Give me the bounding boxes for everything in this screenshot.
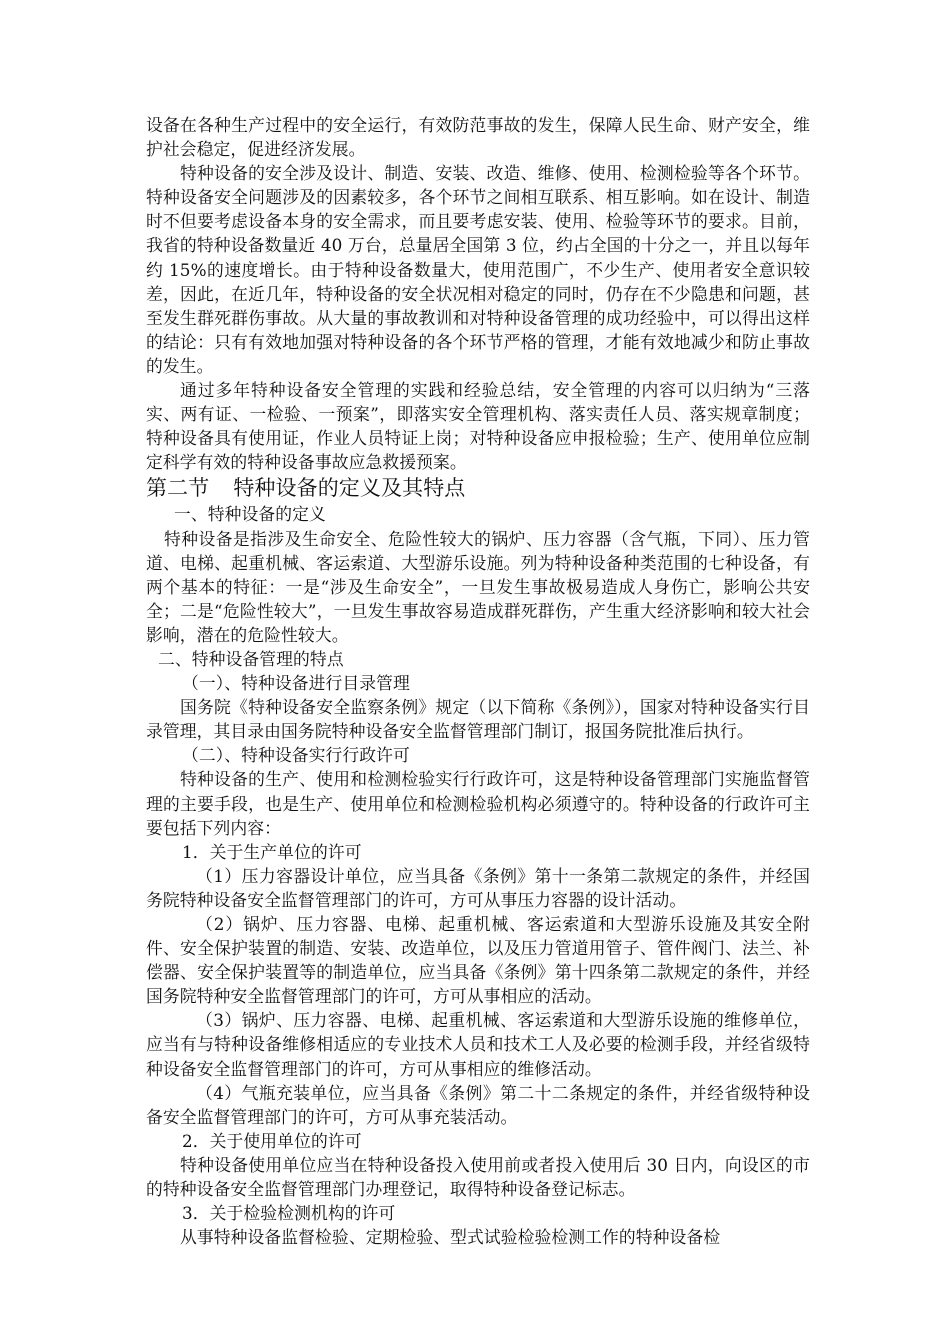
item-production-license-heading: 1．关于生产单位的许可	[182, 841, 362, 862]
item-production-license-2: （2）锅炉、压力容器、电梯、起重机械、客运索道和大型游乐设施及其安全附件、安全保护装置的制造、安装、改造单位，以及压力管道用管子、管件阀门、法兰、补偿器、安全保护装置等的制造单位，应当具备《条例》第十四条第二款规定的条件，并经国务院特种安全监督管理部门的许可，方可从事相应的活动。	[146, 914, 810, 1007]
item-production-license-4: （4）气瓶充装单位，应当具备《条例》第二十二条规定的条件，并经省级特种设备安全监督管理部门的许可，方可从事充装活动。	[146, 1082, 810, 1127]
paragraph-catalog-management: 国务院《特种设备安全监察条例》规定（以下简称《条例》），国家对特种设备实行目录管理，其目录由国务院特种设备安全监督管理部门制订，报国务院批准后执行。	[146, 697, 810, 742]
item-production-license-3: （3）锅炉、压力容器、电梯、起重机械、客运索道和大型游乐设施的维修单位，应当有与特种设备维修相适应的专业技术人员和技术工人及必要的检测手段，并经省级特种设备安全监督管理部门的许可，方可从事相应的维修活动。	[146, 1010, 810, 1079]
paragraph-usage-license: 特种设备使用单位应当在特种设备投入使用前或者投入使用后 30 日内，向设区的市的特种设备安全监督管理部门办理登记，取得特种设备登记标志。	[146, 1154, 810, 1200]
section-heading	[146, 475, 810, 502]
section-title: 特种设备的定义及其特点	[233, 476, 466, 501]
paragraph-management-summary: 通过多年特种设备安全管理的实践和经验总结，安全管理的内容可以归纳为“三落实、两有证、一检验、一预案”，即落实安全管理机构、落实责任人员、落实规章制度；特种设备具有使用证，作业人员特证上岗；对特种设备应申报检验；生产、使用单位应制定科学有效的特种设备事故应急救援预案。	[146, 380, 810, 473]
heading-management-features: 二、特种设备管理的特点	[158, 648, 344, 669]
item-usage-license-heading: 2．关于使用单位的许可	[182, 1130, 362, 1151]
paragraph-safety-factors: 特种设备的安全涉及设计、制造、安装、改造、维修、使用、检测检验等各个环节。特种设备安全问题涉及的因素较多，各个环节之间相互联系、相互影响。如在设计、制造时不但要考虑设备本身的安全需求，而且要考虑安装、使用、检验等环节的要求。目前，我省的特种设备数量近 40 万台，总量居全国第 3 位，约占全国的十分之一，并且以每年约 15%的速度增长。由于特种设备数量大，使用范围广，不少生产、使用者安全意识较差，因此，在近几年，特种设备的安全状况相对稳定的同时，仍存在不少隐患和问题，甚至发生群死群伤事故。从大量的事故教训和对特种设备管理的成功经验中，可以得出这样的结论：只有有效地加强对特种设备的各个环节严格的管理，才能有效地减少和防止事故的发生。	[146, 163, 810, 376]
subheading-administrative-license: （二）、特种设备实行行政许可	[182, 745, 410, 766]
paragraph-intro-continued: 设备在各种生产过程中的安全运行，有效防范事故的发生，保障人民生命、财产安全，维护社会稳定，促进经济发展。	[146, 115, 810, 160]
paragraph-inspection-license: 从事特种设备监督检验、定期检验、型式试验检验检测工作的特种设备检	[180, 1227, 721, 1248]
section-number: 第二节	[146, 476, 210, 501]
item-production-license-1: （1）压力容器设计单位，应当具备《条例》第十一条第二款规定的条件，并经国务院特种设备安全监督管理部门的许可，方可从事压力容器的设计活动。	[146, 865, 810, 910]
subheading-catalog-management: （一）、特种设备进行目录管理	[182, 673, 410, 694]
paragraph-definition: 特种设备是指涉及生命安全、危险性较大的锅炉、压力容器（含气瓶，下同）、压力管道、电梯、起重机械、客运索道、大型游乐设施。列为特种设备种类范围的七种设备，有两个基本的特征：一是“涉及生命安全”，一旦发生事故极易造成人身伤亡，影响公共安全；二是“危险性较大”，一旦发生事故容易造成群死群伤，产生重大经济影响和较大社会影响，潜在的危险性较大。	[146, 528, 810, 645]
paragraph-administrative-license: 特种设备的生产、使用和检测检验实行行政许可，这是特种设备管理部门实施监督管理的主要手段，也是生产、使用单位和检测检验机构必须遵守的。特种设备的行政许可主要包括下列内容：	[146, 769, 810, 838]
heading-definition: 一、特种设备的定义	[174, 504, 326, 525]
item-inspection-license-heading: 3．关于检验检测机构的许可	[182, 1203, 396, 1224]
document-page	[146, 113, 810, 1249]
